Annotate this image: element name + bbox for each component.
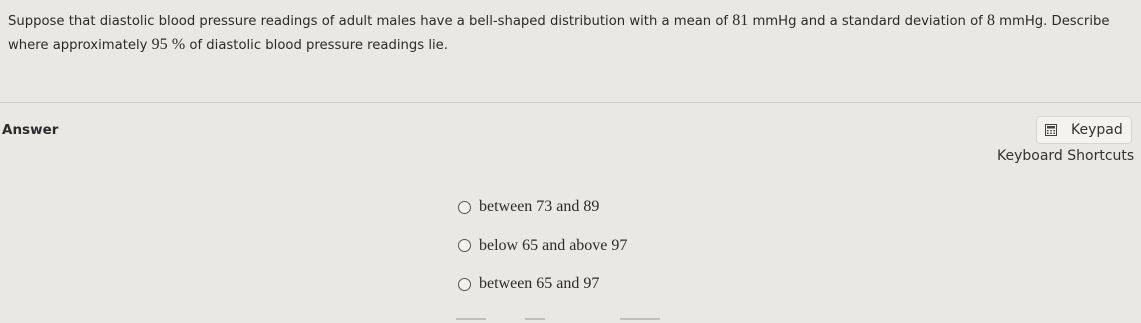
radio-button[interactable] <box>458 201 471 214</box>
question-part-4: of diastolic blood pressure readings lie. <box>185 38 448 53</box>
answer-option[interactable] <box>458 196 627 218</box>
option-label: below 65 and above 97 <box>479 236 628 254</box>
keypad-button[interactable] <box>1036 116 1132 144</box>
answer-option[interactable] <box>458 235 627 257</box>
percent-sign: % <box>171 36 186 53</box>
option-label: between 73 and 89 <box>479 198 600 215</box>
radio-button[interactable] <box>458 278 471 291</box>
answer-option[interactable] <box>458 273 627 295</box>
bottom-edge-mark <box>525 318 545 320</box>
question-part-2: mmHg and a standard deviation of <box>748 14 987 29</box>
question-part-3: mmHg. Describe where approximately <box>8 14 1110 53</box>
bottom-edge-mark <box>456 318 486 320</box>
sd-value: 8 <box>986 12 995 29</box>
bottom-edge-mark <box>620 318 660 320</box>
question-part-1: Suppose that diastolic blood pressure readings of adult males have a bell-shaped distribution with a mean of <box>8 14 733 29</box>
radio-button[interactable] <box>458 239 471 252</box>
calculator-icon <box>1045 124 1057 136</box>
answer-options <box>458 196 627 312</box>
percent-value: 95 <box>151 36 168 53</box>
keyboard-shortcuts-link[interactable]: Keyboard Shortcuts <box>997 148 1135 164</box>
answer-label: Answer <box>2 122 59 138</box>
keypad-label: Keypad <box>1071 122 1123 138</box>
mean-value: 81 <box>732 12 749 29</box>
question-text <box>8 9 1128 57</box>
section-divider <box>0 102 1141 103</box>
option-label: between 65 and 97 <box>479 275 600 292</box>
